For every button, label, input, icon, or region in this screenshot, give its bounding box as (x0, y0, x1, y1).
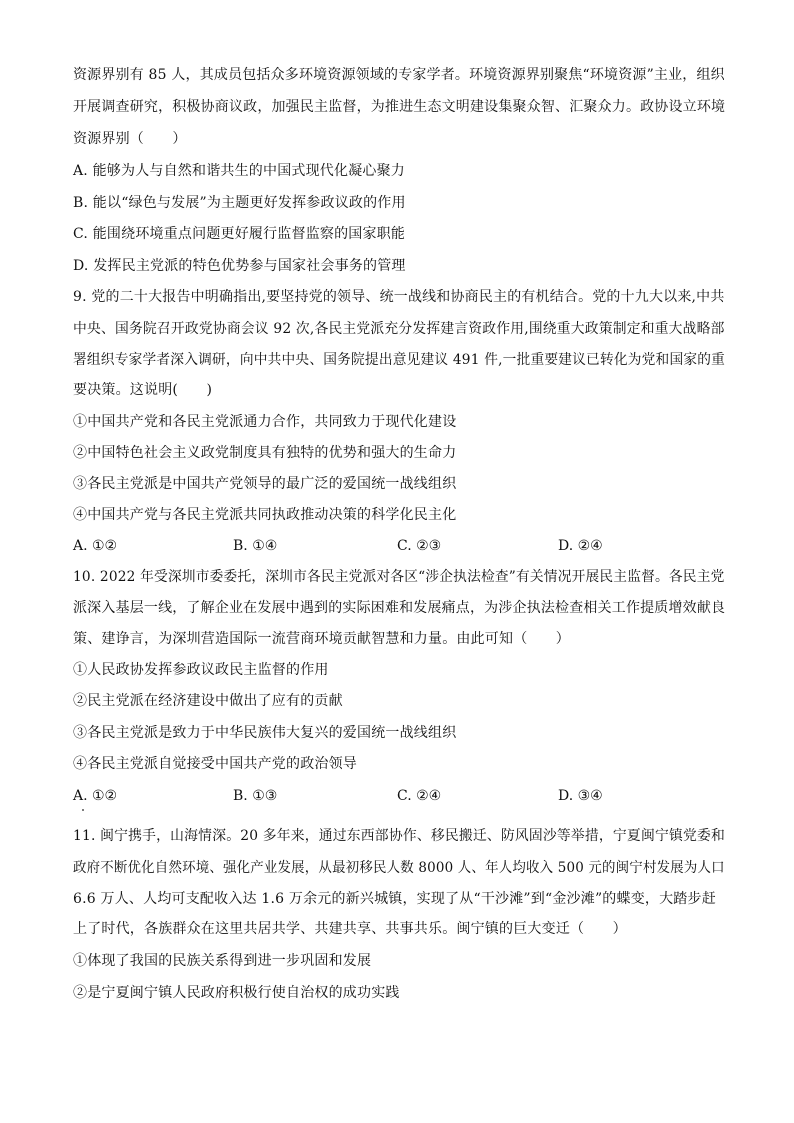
q10-choice-a: A. ①② (73, 788, 118, 804)
q10-choice-d: D. ③④ (558, 788, 603, 804)
q9-choice-b: B. ①④ (233, 538, 278, 554)
q9-item-4: ④中国共产党与各民主党派共同执政推动决策的科学化民主化 (73, 507, 457, 523)
q10-item-4: ④各民主党派自觉接受中国共产党的政治领导 (73, 756, 357, 772)
q9-stem-line-1: 9. 党的二十大报告中明确指出,要坚持党的领导、统一战线和协商民主的有机结合。党的十九大以来,中共 (73, 289, 725, 305)
q10-stem-line-3: 策、建诤言，为深圳营造国际一流营商环境贡献智慧和力量。由此可知（ ） (73, 631, 570, 647)
q11-stem-line-3: 6.6 万人、人均可支配收入达 1.6 万余元的新兴城镇，实现了从“干沙滩”到“金沙滩”的蝶变，大踏步赶 (73, 891, 716, 907)
q10-choice-c: C. ②④ (397, 788, 442, 804)
q11-stem-line-1: 11. 闽宁携手，山海情深。20 多年来，通过东西部协作、移民搬迁、防风固沙等举措，宁夏闽宁镇党委和 (73, 828, 725, 844)
q8-stem-line-2: 开展调查研究，积极协商议政，加强民主监督，为推进生态文明建设集聚众智、汇聚众力。政协设立环境 (73, 99, 726, 115)
q11-stem-line-2: 政府不断优化自然环境、强化产业发展，从最初移民人数 8000 人、年人均收入 500 元的闽宁村发展为人口 (73, 860, 725, 876)
scan-speck (82, 809, 84, 811)
q11-stem-line-4: 上了时代，各族群众在这里共居共学、共建共享、共事共乐。闽宁镇的巨大变迁（ ） (73, 921, 627, 937)
q9-stem-line-3: 署组织专家学者深入调研，向中共中央、国务院提出意见建议 491 件,一批重要建议已转化为党和国家的重 (73, 352, 726, 368)
q11-item-1: ①体现了我国的民族关系得到进一步巩固和发展 (73, 953, 372, 969)
q9-item-1: ①中国共产党和各民主党派通力合作，共同致力于现代化建设 (73, 414, 457, 430)
q10-stem-line-1: 10. 2022 年受深圳市委委托，深圳市各民主党派对各区“涉企执法检查”有关情况开展民主监督。各民主党 (73, 569, 725, 585)
q10-stem-line-2: 派深入基层一线，了解企业在发展中遇到的实际困难和发展痛点，为涉企执法检查相关工作提质增效献良 (73, 600, 726, 616)
q8-option-c: C. 能围绕环境重点问题更好履行监督监察的国家职能 (73, 226, 406, 242)
q10-item-3: ③各民主党派是致力于中华民族伟大复兴的爱国统一战线组织 (73, 725, 457, 741)
q10-item-2: ②民主党派在经济建设中做出了应有的贡献 (73, 693, 343, 709)
q9-item-2: ②中国特色社会主义政党制度具有独特的优势和强大的生命力 (73, 445, 457, 461)
q9-choice-d: D. ②④ (558, 538, 603, 554)
q8-option-a: A. 能够为人与自然和谐共生的中国式现代化凝心聚力 (73, 163, 406, 179)
q10-choice-b: B. ①③ (233, 788, 278, 804)
q9-stem-line-4: 要决策。这说明( ) (73, 382, 213, 398)
q8-option-d: D. 发挥民主党派的特色优势参与国家社会事务的管理 (73, 258, 406, 274)
q11-item-2: ②是宁夏闽宁镇人民政府积极行使自治权的成功实践 (73, 985, 400, 1001)
q8-stem-line-3: 资源界别（ ） (73, 131, 187, 147)
q10-item-1: ①人民政协发挥参政议政民主监督的作用 (73, 662, 329, 678)
q8-stem-line-1: 资源界别有 85 人，其成员包括众多环境资源领域的专家学者。环境资源界别聚焦“环境资源”主业，组织 (73, 67, 725, 83)
q8-option-b: B. 能以“绿色与发展”为主题更好发挥参政议政的作用 (73, 195, 406, 211)
q9-item-3: ③各民主党派是中国共产党领导的最广泛的爱国统一战线组织 (73, 476, 457, 492)
q9-stem-line-2: 中央、国务院召开政党协商会议 92 次,各民主党派充分发挥建言资政作用,围绕重大政策制定和重大战略部 (73, 321, 725, 337)
q9-choice-c: C. ②③ (397, 538, 442, 554)
q9-choice-a: A. ①② (73, 538, 118, 554)
